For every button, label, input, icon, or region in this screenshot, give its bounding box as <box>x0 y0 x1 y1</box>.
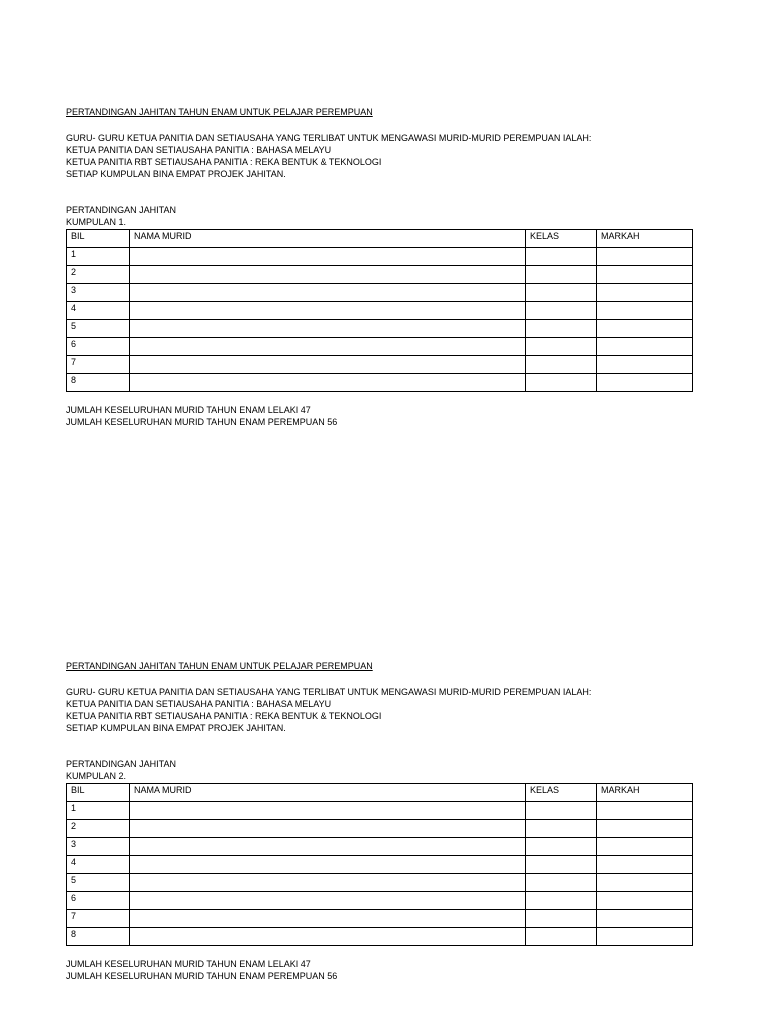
markah-cell <box>597 838 693 856</box>
markah-cell <box>597 892 693 910</box>
table-row <box>67 892 693 910</box>
student-table <box>66 783 693 946</box>
row-number: 1 <box>67 802 130 820</box>
kelas-cell <box>526 856 597 874</box>
table-row <box>67 266 693 284</box>
section-kumpulan-2 <box>66 660 692 982</box>
nama-cell <box>130 856 526 874</box>
intro-line: SETIAP KUMPULAN BINA EMPAT PROJEK JAHITAN. <box>66 169 286 179</box>
table-row <box>67 838 693 856</box>
header-nama-murid: NAMA MURID <box>130 230 526 248</box>
group-label: KUMPULAN 2. <box>66 771 127 781</box>
kelas-cell <box>526 338 597 356</box>
kelas-cell <box>526 910 597 928</box>
markah-cell <box>597 302 693 320</box>
nama-cell <box>130 910 526 928</box>
intro-line: KETUA PANITIA RBT SETIAUSAHA PANITIA : REKA BENTUK & TEKNOLOGI <box>66 711 382 721</box>
table-header-row <box>67 784 693 802</box>
total-lelaki: JUMLAH KESELURUHAN MURID TAHUN ENAM LELAKI 47 <box>66 959 311 969</box>
nama-cell <box>130 928 526 946</box>
row-number: 4 <box>67 856 130 874</box>
nama-cell <box>130 356 526 374</box>
intro-block <box>66 686 692 734</box>
markah-cell <box>597 856 693 874</box>
intro-line: GURU- GURU KETUA PANITIA DAN SETIAUSAHA YANG TERLIBAT UNTUK MENGAWASI MURID-MURID PEREMPUAN IALAH: <box>66 687 592 697</box>
markah-cell <box>597 266 693 284</box>
competition-block <box>66 758 692 782</box>
table-row <box>67 802 693 820</box>
markah-cell <box>597 928 693 946</box>
kelas-cell <box>526 928 597 946</box>
header-bil: BIL <box>67 784 130 802</box>
nama-cell <box>130 892 526 910</box>
header-kelas: KELAS <box>526 230 597 248</box>
kelas-cell <box>526 248 597 266</box>
nama-cell <box>130 338 526 356</box>
kelas-cell <box>526 356 597 374</box>
nama-cell <box>130 320 526 338</box>
markah-cell <box>597 820 693 838</box>
row-number: 3 <box>67 284 130 302</box>
row-number: 2 <box>67 266 130 284</box>
kelas-cell <box>526 874 597 892</box>
table-row <box>67 248 693 266</box>
nama-cell <box>130 874 526 892</box>
markah-cell <box>597 356 693 374</box>
row-number: 8 <box>67 928 130 946</box>
table-row <box>67 374 693 392</box>
nama-cell <box>130 374 526 392</box>
table-row <box>67 874 693 892</box>
markah-cell <box>597 248 693 266</box>
table-row <box>67 856 693 874</box>
header-markah: MARKAH <box>597 784 693 802</box>
markah-cell <box>597 374 693 392</box>
row-number: 7 <box>67 910 130 928</box>
totals-block <box>66 958 692 982</box>
document-title: PERTANDINGAN JAHITAN TAHUN ENAM UNTUK PELAJAR PEREMPUAN <box>66 661 373 671</box>
kelas-cell <box>526 802 597 820</box>
nama-cell <box>130 820 526 838</box>
table-row <box>67 338 693 356</box>
nama-cell <box>130 302 526 320</box>
document-title: PERTANDINGAN JAHITAN TAHUN ENAM UNTUK PELAJAR PEREMPUAN <box>66 107 373 117</box>
intro-line: KETUA PANITIA DAN SETIAUSAHA PANITIA : BAHASA MELAYU <box>66 145 332 155</box>
row-number: 6 <box>67 338 130 356</box>
header-bil: BIL <box>67 230 130 248</box>
markah-cell <box>597 320 693 338</box>
row-number: 2 <box>67 820 130 838</box>
table-header-row <box>67 230 693 248</box>
row-number: 4 <box>67 302 130 320</box>
table-row <box>67 284 693 302</box>
markah-cell <box>597 874 693 892</box>
kelas-cell <box>526 820 597 838</box>
row-number: 5 <box>67 320 130 338</box>
row-number: 5 <box>67 874 130 892</box>
totals-block <box>66 404 692 428</box>
competition-label: PERTANDINGAN JAHITAN <box>66 759 177 769</box>
table-row <box>67 820 693 838</box>
row-number: 7 <box>67 356 130 374</box>
header-markah: MARKAH <box>597 230 693 248</box>
intro-block <box>66 132 692 180</box>
nama-cell <box>130 266 526 284</box>
kelas-cell <box>526 302 597 320</box>
kelas-cell <box>526 266 597 284</box>
table-row <box>67 302 693 320</box>
total-lelaki: JUMLAH KESELURUHAN MURID TAHUN ENAM LELAKI 47 <box>66 405 311 415</box>
competition-block <box>66 204 692 228</box>
header-kelas: KELAS <box>526 784 597 802</box>
table-row <box>67 320 693 338</box>
student-table <box>66 229 693 392</box>
kelas-cell <box>526 838 597 856</box>
kelas-cell <box>526 374 597 392</box>
row-number: 6 <box>67 892 130 910</box>
markah-cell <box>597 284 693 302</box>
table-row <box>67 356 693 374</box>
table-row <box>67 910 693 928</box>
nama-cell <box>130 802 526 820</box>
kelas-cell <box>526 892 597 910</box>
competition-label: PERTANDINGAN JAHITAN <box>66 205 177 215</box>
header-nama-murid: NAMA MURID <box>130 784 526 802</box>
row-number: 8 <box>67 374 130 392</box>
row-number: 3 <box>67 838 130 856</box>
markah-cell <box>597 910 693 928</box>
intro-line: KETUA PANITIA RBT SETIAUSAHA PANITIA : REKA BENTUK & TEKNOLOGI <box>66 157 382 167</box>
intro-line: KETUA PANITIA DAN SETIAUSAHA PANITIA : BAHASA MELAYU <box>66 699 332 709</box>
section-kumpulan-1 <box>66 106 692 428</box>
nama-cell <box>130 284 526 302</box>
intro-line: GURU- GURU KETUA PANITIA DAN SETIAUSAHA YANG TERLIBAT UNTUK MENGAWASI MURID-MURID PEREMPUAN IALAH: <box>66 133 592 143</box>
markah-cell <box>597 338 693 356</box>
markah-cell <box>597 802 693 820</box>
group-label: KUMPULAN 1. <box>66 217 127 227</box>
kelas-cell <box>526 320 597 338</box>
table-row <box>67 928 693 946</box>
row-number: 1 <box>67 248 130 266</box>
intro-line: SETIAP KUMPULAN BINA EMPAT PROJEK JAHITAN. <box>66 723 286 733</box>
nama-cell <box>130 248 526 266</box>
total-perempuan: JUMLAH KESELURUHAN MURID TAHUN ENAM PEREMPUAN 56 <box>66 971 338 981</box>
total-perempuan: JUMLAH KESELURUHAN MURID TAHUN ENAM PEREMPUAN 56 <box>66 417 338 427</box>
nama-cell <box>130 838 526 856</box>
kelas-cell <box>526 284 597 302</box>
